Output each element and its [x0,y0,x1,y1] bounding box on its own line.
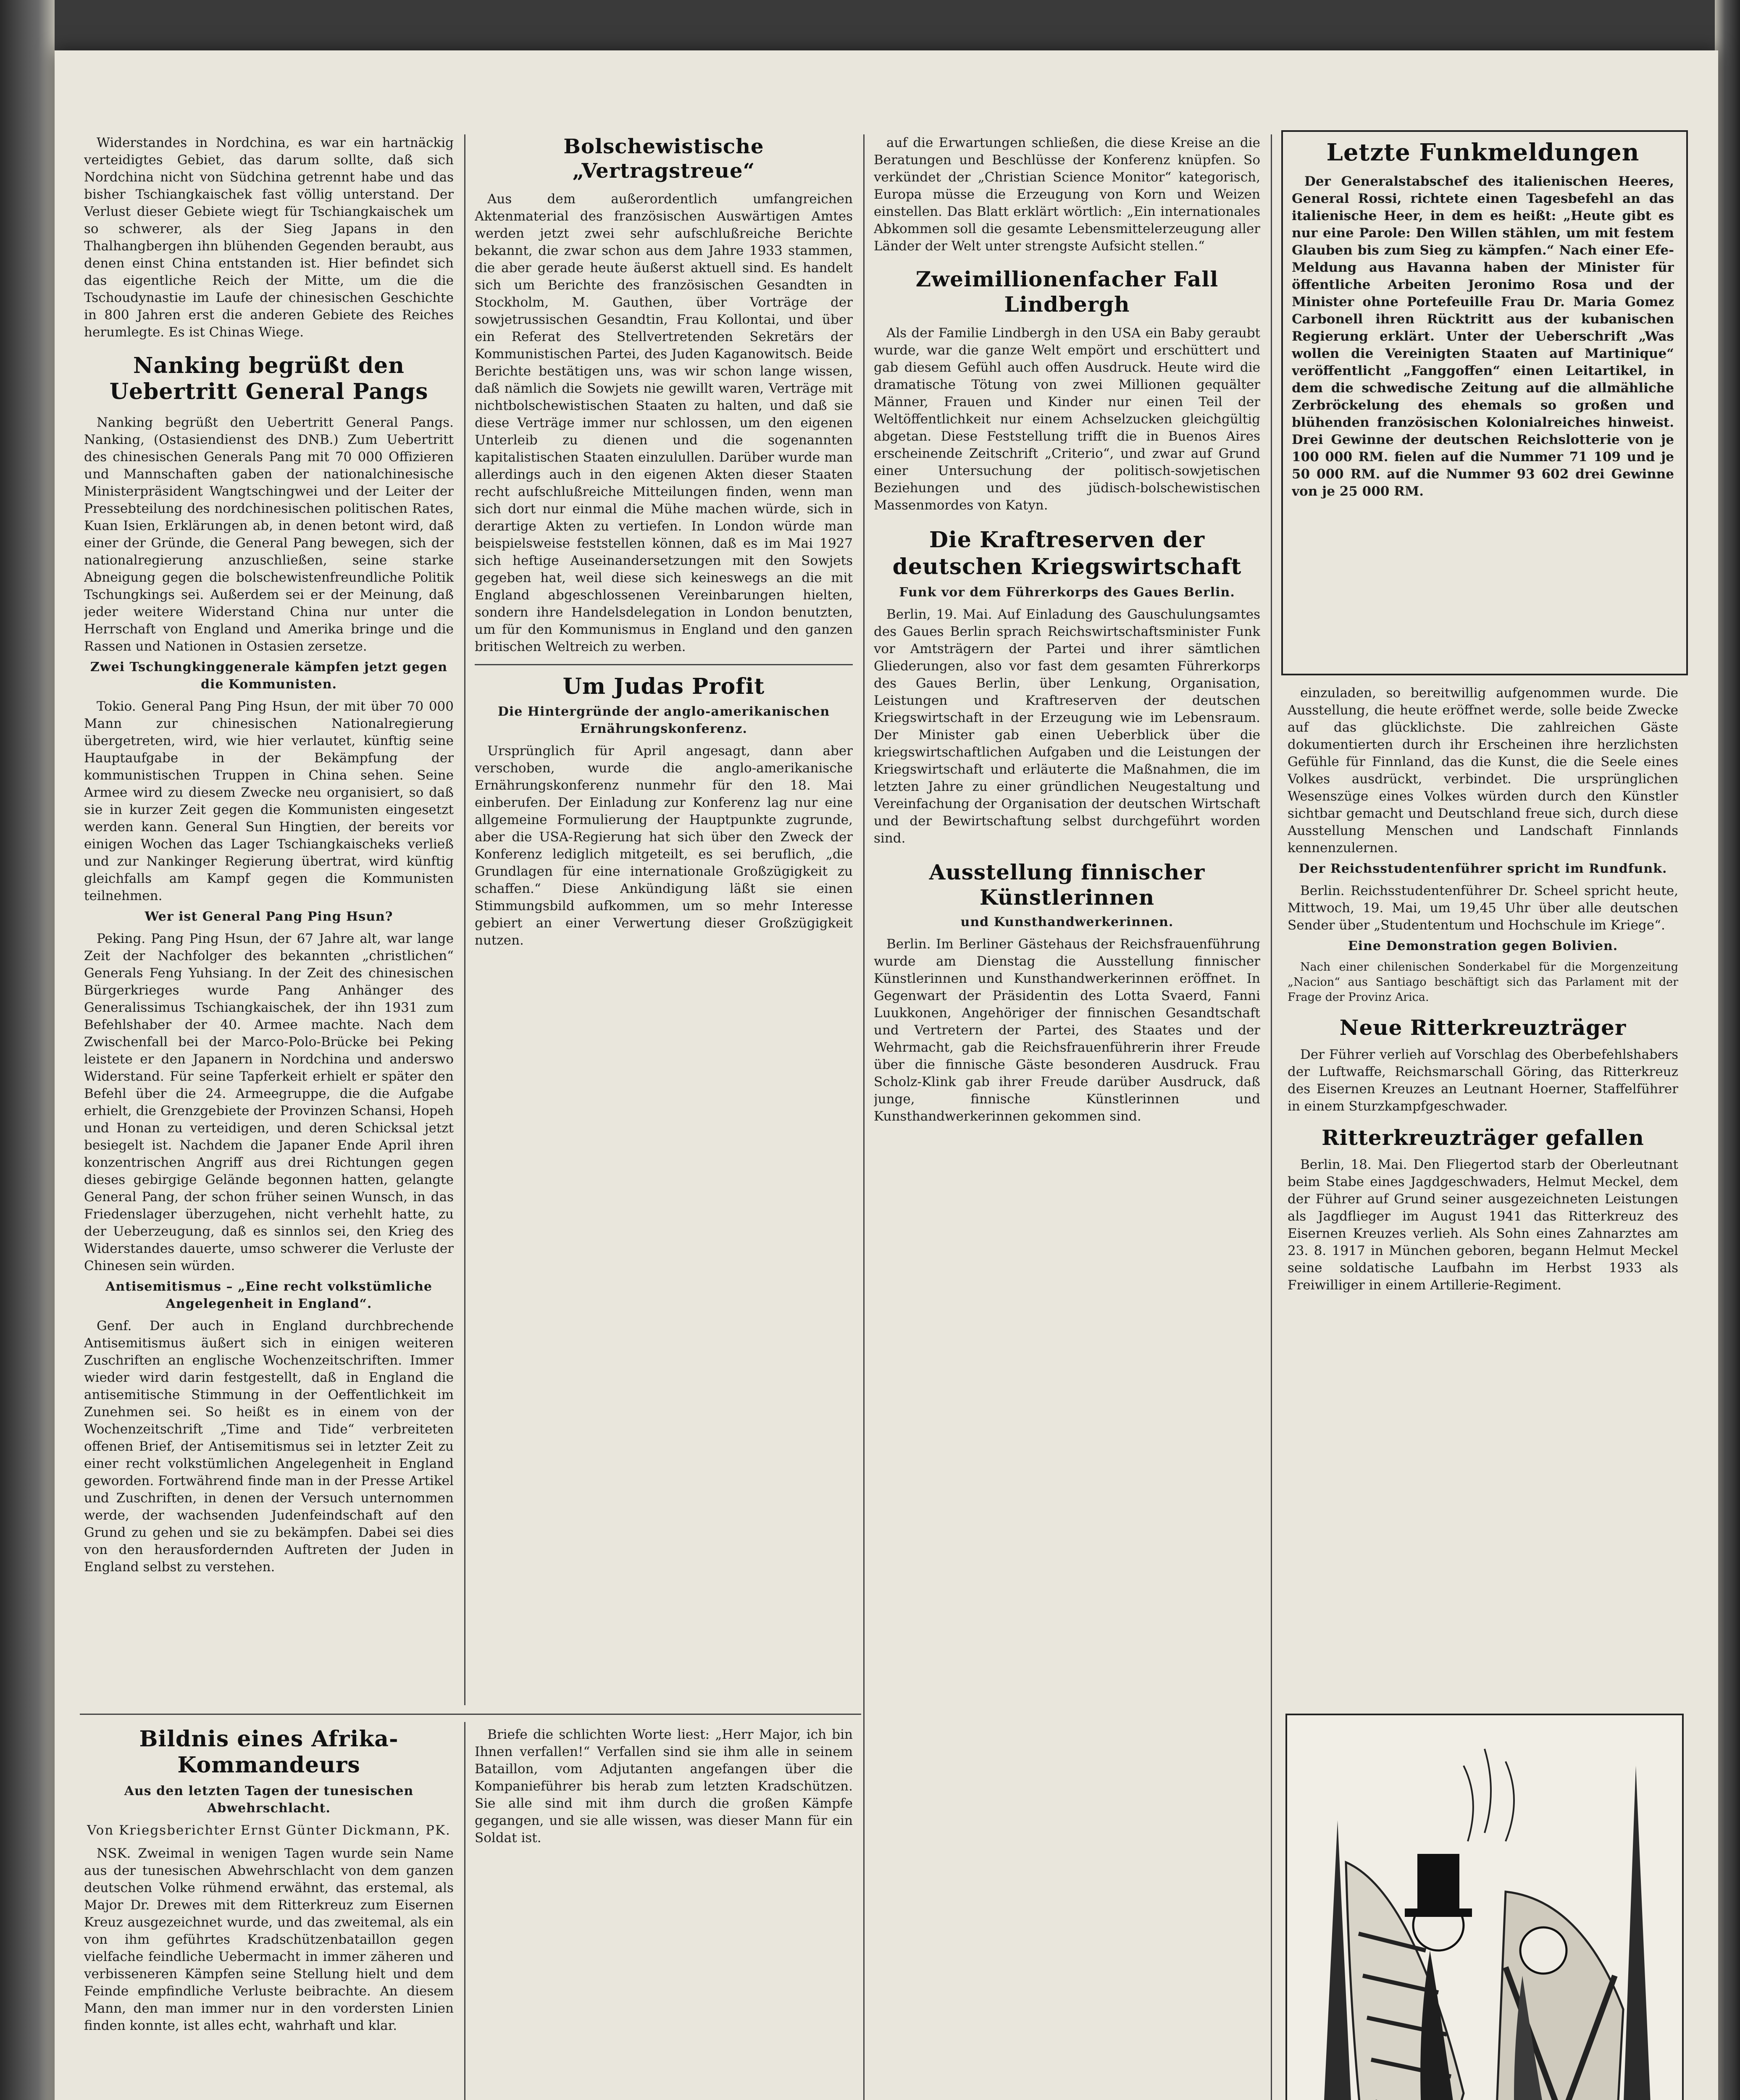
col1-article-4: Genf. Der auch in England durchbrechende Antisemitismus äußert sich in einigen weiteren Zuschriften an englische Wochenzeitschriften. Immer wieder wird darin festgestellt, daß in England die antisemitische Stimmung in der Oeffentlichkeit im Zunehmen sei. So heißt es in einem von der Wochenzeitschrift „Time and Tide“ verbreiteten offenen Brief, der Antisemitismus sei in letzter Zeit zu einer recht volkstümlichen Angelegenheit in England geworden. Fortwährend finde man in der Presse Artikel und Zuschriften, in denen der Versuch unternommen werde, der wachsenden Judenfeindschaft auf den Grund zu gehen und sie zu bekämpfen. Dabei sei dies von den herausfordernden Auftreten der Juden in England selbst zu verstehen. [84,1318,454,1575]
col2-headline-2: Um Judas Profit [562,674,765,699]
col3-intro-text: auf die Erwartungen schließen, die diese Kreise an die Beratungen und Beschlüsse der Konferenz knüpfen. So verkündet der „Christian Science Monitor“ kategorisch, Europa müsse die Erzeugung von Korn und Weizen einstellen. Das Blatt erklärt wörtlich: „Ein internationales Abkommen soll die gesamte Lebensmittelerzeugung aller Länder der Welt unter strengste Aufsicht stellen.“ [874,135,1260,254]
col4-subhead-2: Eine Demonstration gegen Bolivien. [1348,939,1618,953]
col3-headline-1: Zweimillionenfacher Fall Lindbergh [915,267,1219,317]
column-divider-1 [464,134,465,1705]
col1-headline: Nanking begrüßt den Uebertritt General Pangs [109,353,428,404]
col4-article-bolivia: Nach einer chilenischen Sonderkabel für die Morgenzeitung „Nacion“ aus Santiago beschäftigt sich das Parlament mit der Frage der Provinz Arica. [1288,961,1678,1004]
bottom-subhead: Aus den letzten Tagen der tunesischen Abwehrschlacht. [124,1784,414,1816]
col1-subhead-1: Zwei Tschungkinggenerale kämpfen jetzt gegen die Kommunisten. [90,660,448,692]
bottom-article-right [475,1726,853,2100]
column-divider-3 [1271,134,1272,2100]
col4-headline-2: Neue Ritterkreuzträger [1339,1015,1627,1040]
column-4 [1288,685,1678,1709]
col1-intro-text: Widerstandes in Nordchina, es war ein hartnäckig verteidigtes Gebiet, das darum sollte, daß sich Nordchina nicht von Südchina getrennt habe und das bisher Tschiangkaischek fast völlig unterstand. Der Verlust dieser Gebiete wiegt für Tschiangkaischek um so schwerer, als der Sieg Japans in den Thalhangbergen ihn blühenden Gegenden beraubt, aus denen einst China entstanden ist. Hier befindet sich das eigentliche Reich der Mitte, um die die Tschoudynastie im Laufe der chinesischen Geschichte in 800 Jahren erst die anderen Gebiete des Reiches herumlegte. Es ist Chinas Wiege. [84,135,454,340]
col4-news-flashes: Der Generalstabschef des italienischen Heeres, General Rossi, richtete einen Tagesbefehl an das italienische Heer, in dem es heißt: „Heute gibt es nur eine Parole: Den Willen stählen, um mit festem Glauben bis zum Sieg zu kämpfen.“ Nach einer Efe-Meldung aus Havanna haben der Minister für öffentliche Arbeiten Jeronimo Rosa und der Minister ohne Portefeuille Frau Dr. Maria Gomez Carbonell ihren Rücktritt aus der kubanischen Regierung erklärt. Unter der Ueberschrift „Was wollen die Vereinigten Staaten auf Martinique“ veröffentlicht „Fanggoffen“ einen Leitartikel, in dem die schwedische Zeitung auf die allmähliche Zerbröckelung des ehemals so großen und blühenden französischen Kolonialreiches hinweist. Drei Gewinne der deutschen Reichslotterie von je 100 000 RM. fielen auf die Nummer 71 109 und je 50 000 RM. auf die Nummer 93 602 drei Gewinne von je 25 000 RM. [1292,174,1674,499]
col4-article-knights-cross: Der Führer verlieh auf Vorschlag des Oberbefehlshabers der Luftwaffe, Reichsmarschall Göring, das Ritterkreuz des Eisernen Kreuzes an Leutnant Hoerner, Staffelführer in einem Sturzkampfgeschwader. [1288,1047,1678,1114]
column-1 [84,134,454,1697]
col4-subhead-1: Der Reichsstudentenführer spricht im Rundfunk. [1298,861,1667,876]
col4-article-fallen: Berlin, 18. Mai. Den Fliegertod starb der Oberleutnant beim Stabe eines Jagdgeschwaders, Helmut Meckel, dem der Führer auf Grund seiner ausgezeichneten Leistungen als Jagdflieger im August 1941 das Ritterkreuz des Eisernen Kreuzes verlieh. Als Sohn eines Zahnarztes am 23. 8. 1917 in München geboren, begann Helmut Meckel seine soldatische Laufbahn im Herbst 1933 als Freiwilliger in einem Artillerie-Regiment. [1288,1157,1678,1293]
col1-article-3: Peking. Pang Ping Hsun, der 67 Jahre alt, war lange Zeit der Nachfolger des bekannten „christlichen“ Generals Feng Yuhsiang. In der Zeit des chinesischen Bürgerkrieges wurde Pang Anhänger des Generalissimus Tschiangkaischek, der ihn 1931 zum Befehlshaber der 40. Armee machte. Nach dem Zwischenfall bei der Marco-Polo-Brücke bei Peking leistete er den Japanern in Nordchina und anderswo Widerstand. Für seine Tapferkeit erhielt er später den Befehl über die 24. Armeegruppe, die die Aufgabe erhielt, die Grenzgebiete der Provinzen Schansi, Hopeh und Honan zu verteidigen, und deren Schicksal jetzt besiegelt ist. Nachdem die Japaner Ende April ihren konzentrischen Angriff aus drei Richtungen gegen dieses gebirgige Gelände begonnen hatten, gelangte General Pang, der schon früher seinen Wunsch, in das Friedenslager überzugehen, nicht verhehlt hatte, zu der Ueberzeugung, daß es sinnlos sei, den Krieg des Widerstandes dauerte, umso schwerer die Verluste der Chinesen sein würden. [84,931,454,1273]
cartoon-illustration [1285,1714,1684,2100]
column-divider-2 [863,134,865,2100]
col4-headline-1: Letzte Funkmeldungen [1326,139,1640,166]
bottom-article-left [84,1726,454,2100]
col1-subhead-2: Wer ist General Pang Ping Hsun? [145,909,393,924]
col3-subhead-3: und Kunsthandwerkerinnen. [960,915,1174,929]
book-binding-left [0,0,55,2100]
col2-article: Aus dem außerordentlich umfangreichen Aktenmaterial des französischen Auswärtigen Amtes werden jetzt zwei sehr aufschlußreiche Berichte bekannt, die zwar schon aus dem Jahre 1933 stammen, die aber gerade heute äußerst aktuell sind. Es handelt sich um Berichte des französischen Gesandten in Stockholm, M. Gauthen, über Vorträge der sowjetrussischen Gesandtin, Frau Kollontai, und über ein Referat des Stellvertretenden Sekretärs der Kommunistischen Partei, des Juden Kaganowitsch. Beide Berichte bestätigen uns, was wir schon lange wissen, daß nämlich die Sowjets nie gewillt waren, Verträge mit nichtbolschewistischen Staaten zu halten, und daß sie diese Verträge immer nur schlossen, um den eigenen Unterleib zu dienen und die sogenannten kapitalistischen Staaten einzulullen. Darüber wurde man allerdings auch in den eigenen Akten dieser Staaten recht aufschlußreiche Mitteilungen finden, wenn man sich dort nur einmal die Mühe machen würde, sich in derartige Akten zu vertiefen. In London würde man beispielsweise feststellen können, daß es im Mai 1927 sich heftige Auseinandersetzungen mit den Sowjets gegeben hat, weil diese sich keineswegs an die mit England abgeschlossenen Vereinbarungen hielten, sondern ihre Handelsdelegation in London benutzten, um für den Kommunismus in England und den ganzen britischen Weltreich zu werben. [475,192,853,654]
col1-article-2: Tokio. General Pang Ping Hsun, der mit über 70 000 Mann zur chinesischen Nationalregierung übergetreten, wird, wie hier verlautet, künftig seine Hauptaufgabe in der Bekämpfung der kommunistischen Truppen in China sehen. Seine Armee wird zu diesem Zwecke neu organisiert, so daß sie in kurzer Zeit gegen die Kommunisten eingesetzt werden kann. General Sun Hingtien, der bereits vor einigen Wochen das Lager Tschiangkaischeks verließ und zur Nankinger Regierung übertrat, wird künftig gleichfalls am Kampf gegen die Kommunisten teilnehmen. [84,699,454,903]
col4-article-continued: einzuladen, so bereitwillig aufgenommen wurde. Die Ausstellung, die heute eröffnet werde, solle beide Zwecke auf das glücklichste. Die zahlreichen Gäste dokumentierten durch ihr Erscheinen ihre herzlichsten Gefühle für Finnland, das die Kunst, die die Seele eines Volkes ausdrückt, verbindet. Die ursprünglichen Wesenszüge eines Volkes würden durch den Künstler sichtbar gemacht und Deutschland freue sich, durch diese Ausstellung Menschen und Landschaft Finnlands kennenzulernen. [1288,685,1678,856]
cartoon-drawing [1287,1715,1682,2100]
col3-article-2: Berlin, 19. Mai. Auf Einladung des Gauschulungsamtes des Gaues Berlin sprach Reichswirtschaftsminister Funk vor Amtsträgern der Partei und ihrer sämtlichen Gliederungen, also vor fast dem gesamten Führerkorps des Gaues Berlin, über Lenkung, Organisation, Leistungen und Kraftreserven der deutschen Kriegswirtschaft in der Erzeugung wie im Lebensraum. Der Minister gab einen Ueberblick über die kriegswirtschaftlichen Aufgaben und die Leistungen der Kriegswirtschaft und erläuterte die Maßnahmen, die im letzten Jahre zu einer gründlichen Neugestaltung und Vereinfachung der Organisation der deutschen Wirtschaft und der Bewirtschaftung selbst durchgeführt worden sind. [874,607,1260,846]
col3-headline-2: Die Kraftreserven der deutschen Kriegswirtschaft [892,527,1242,580]
bottom-article-text-2: Briefe die schlichten Worte liest: „Herr Major, ich bin Ihnen verfallen!“ Verfallen sind sie ihm alle in seinem Bataillon, vom Adjutanten angefangen über die Kompanieführer bis herab zum letzten Kradschützen. Sie alle sind mit ihm durch die großen Kämpfe gegangen, und sie alle wissen, was dieser Mann für ein Soldat ist. [475,1727,853,1845]
col4-article-radio: Berlin. Reichsstudentenführer Dr. Scheel spricht heute, Mittwoch, 19. Mai, um 19,45 Uhr über alle deutschen Sender über „Studententum und Hochschule im Kriege“. [1288,883,1678,933]
col2-subhead-2: Die Hintergründe der anglo-amerikanischen Ernährungskonferenz. [497,704,830,736]
col3-article-3: Berlin. Im Berliner Gästehaus der Reichsfrauenführung wurde am Dienstag die Ausstellung finnischer Künstlerinnen und Kunsthandwerkerinnen eröffnet. In Gegenwart der Präsidentin des Lotta Svaerd, Fanni Luukkonen, Angehöriger der finnischen Gesandtschaft und Vertretern der Partei, des Staates und der Wehrmacht, gab die Reichsfrauenführerin ihrer Freude über die finnische Gäste besonderen Ausdruck. Frau Scholz-Klink gab ihrer Freude darüber Ausdruck, daß junge, finnische Künstlerinnen und Kunsthandwerkerinnen gekommen sind. [874,937,1260,1124]
col3-headline-3: Ausstellung finnischer Künstlerinnen [929,860,1205,910]
col1-article-1: Nanking begrüßt den Uebertritt General Pangs. Nanking, (Ostasiendienst des DNB.) Zum Uebertritt des chinesischen Generals Pang mit 70 000 Offizieren und Mannschaften gaben der nationalchinesische Ministerpräsident Wangtschingwei und der Leiter der Pressebteilung des nordchinesischen politischen Rates, Kuan Isien, Erklärungen ab, in denen betont wird, daß einer der Gründe, die General Pang bewegen, sich der nationalregierung anzuschließen, seine starke Abneigung gegen die bolschewistenfreundliche Politik Tschungkings sei. Außerdem sei er der Meinung, daß jeder weitere Widerstand China nur unter die Herrschaft von England und Amerika bringe und die Rassen und Nationen in Ostasien zersetze. [84,415,454,654]
column-3 [874,134,1260,2100]
col4-headline-3: Ritterkreuzträger gefallen [1322,1125,1644,1150]
column-2 [475,134,853,1697]
col1-subhead-3: Antisemitismus – „Eine recht volkstümliche Angelegenheit in England“. [105,1279,432,1311]
bottom-article-text-1: NSK. Zweimal in wenigen Tagen wurde sein Name aus der tunesischen Abwehrschlacht von dem ganzen deutschen Volke rühmend erwähnt, das erstemal, als Major Dr. Drewes mit dem Ritterkreuz zum Eisernen Kreuz ausgezeichnet wurde, und das zweitemal, als ein von ihm geführtes Kradschützenbataillon gegen vielfache feindliche Uebermacht in immer zäheren und verbisseneren Kämpfen seine Stellung hielt und dem Feinde empfindliche Verluste beibrachte. An diesem Mann, den man immer nur in den vordersten Linien finden konnte, ist alles echt, wahrhaft und klar. [84,1846,454,2033]
bottom-byline: Von Kriegsberichter Ernst Günter Dickmann, PK. [87,1823,451,1838]
column-divider-bottom [464,1722,465,2100]
col3-article-1: Als der Familie Lindbergh in den USA ein Baby geraubt wurde, war die ganze Welt empört und erschüttert und gab diesem Gefühl auch offen Ausdruck. Heute wird die dramatische Tötung von zwei Millionen gequälter Männer, Frauen und Kinder nur einen Teil der Weltöffentlichkeit nur einem Achselzucken gleichgültig abgetan. Diese Feststellung trifft die in Buenos Aires erscheinende Zeitschrift „Criterio“, und zwar auf Grund einer Untersuchung der politisch-sowjetischen Beziehungen und des jüdisch-bolschewistischen Massenmordes von Katyn. [874,326,1260,513]
col2-article-2: Ursprünglich für April angesagt, dann aber verschoben, wurde die anglo-amerikanische Ernährungskonferenz nunmehr für den 18. Mai einberufen. Der Einladung zur Konferenz lag nur eine allgemeine Formulierung der Hauptpunkte zugrunde, aber die USA-Regierung hat sich über den Zweck der Konferenz lediglich mitgeteilt, es sei beruflich, „die Grundlagen für eine internationale Großzügigkeit zu schaffen.“ Diese Ankündigung läßt sie einen Stimmungsbild aufkommen, um so mehr Interesse gebiert an einer Verwertung dieser Großzügigkeit nutzen. [475,743,853,948]
column-4-box [1292,139,1674,664]
col2-separator [475,664,853,665]
book-binding-right [1715,0,1740,2100]
bottom-section-divider [80,1714,861,1715]
col2-headline: Bolschewistische „Vertragstreue“ [563,135,764,183]
newspaper-page [55,50,1718,2100]
bottom-headline: Bildnis eines Afrika-Kommandeurs [139,1726,399,1778]
col3-subhead-2: Funk vor dem Führerkorps des Gaues Berlin. [899,585,1235,600]
